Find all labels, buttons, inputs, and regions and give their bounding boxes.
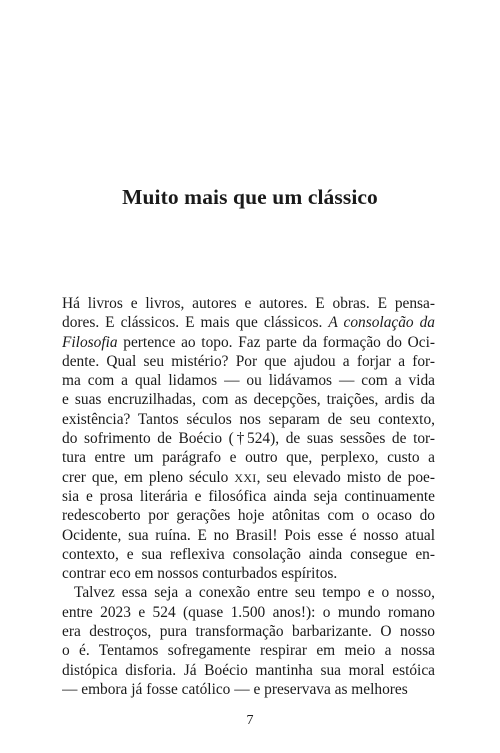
small-caps-numeral: XXI xyxy=(234,470,257,485)
text-line: do sofrimento de Boécio (†524), de suas sessões de tor- xyxy=(62,430,435,448)
text-line: — embora já fosse católico — e preservava as melhores xyxy=(62,680,408,698)
text-line: Há livros e livros, autores e autores. E obras. E pensa- xyxy=(62,295,435,312)
text-line: sia e prosa literária e filosófica ainda seja continuamente xyxy=(62,487,435,505)
chapter-title: Muito mais que um clássico xyxy=(122,185,378,209)
text-line: distópica disforia. Já Boécio mantinha sua moral estóica xyxy=(62,661,435,679)
text-line: existência? Tantos séculos nos separam de seu contexto, xyxy=(62,410,435,428)
text-line: Ocidente, sua ruína. E no Brasil! Pois esse é nosso atual xyxy=(62,526,435,544)
text-line: ma com a qual lidamos — ou lidávamos — com a vida xyxy=(62,372,435,390)
italic-title: A consolação da xyxy=(328,314,435,332)
text-line: redescoberto por gerações hoje atônitas com o ocaso do xyxy=(62,507,435,525)
text-line: contrar eco em nossos conturbados espíritos. xyxy=(62,565,338,583)
text-line: crer que, em pleno século XXI, seu elevado misto de poe- xyxy=(62,468,435,486)
italic-title: Filosofia xyxy=(62,333,118,351)
body-text xyxy=(62,294,435,699)
page-number: 7 xyxy=(246,713,254,728)
text-line: Talvez essa seja a conexão entre seu tempo e o nosso, xyxy=(74,584,435,602)
text-line: e suas encruzilhadas, com as decepções, traições, ardis da xyxy=(62,391,435,409)
text-line: dente. Qual seu mistério? Por que ajudou a forjar a for- xyxy=(62,352,435,370)
text-line: tura entre um parágrafo e outro que, perplexo, custo a xyxy=(62,449,435,467)
text-line: Filosofia pertence ao topo. Faz parte da formação do Oci- xyxy=(62,333,435,351)
text-line: contexto, e sua reflexiva consolação ainda consegue en- xyxy=(62,545,435,563)
text-line: era destroços, pura transformação barbarizante. O nosso xyxy=(62,623,435,641)
text-line: dores. E clássicos. E mais que clássicos. A consolação da xyxy=(62,314,435,332)
text-line: entre 2023 e 524 (quase 1.500 anos!): o mundo romano xyxy=(62,603,435,621)
text-line: o é. Tentamos sofregamente respirar em meio a nossa xyxy=(62,642,435,660)
